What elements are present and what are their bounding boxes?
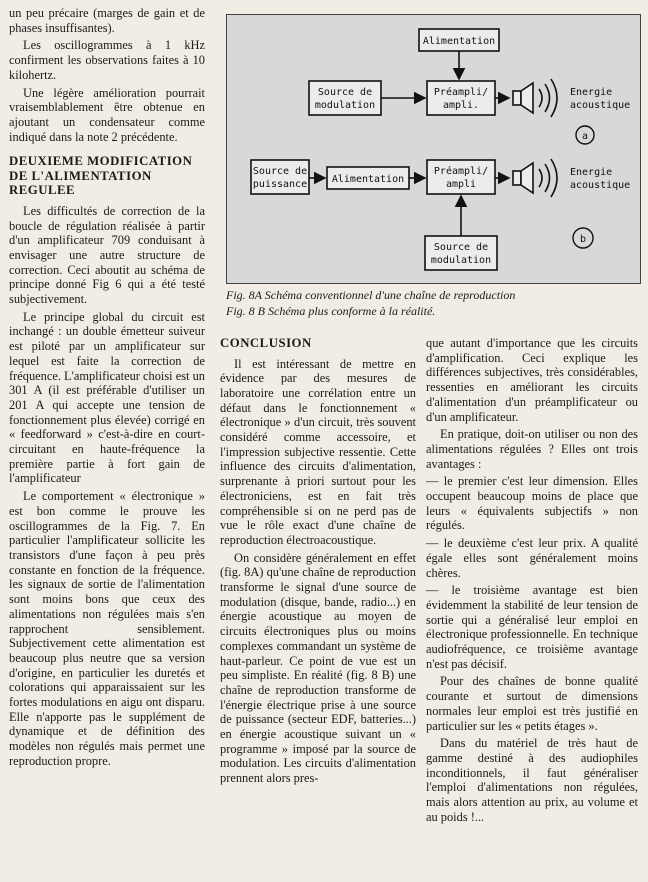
preampli-block-a [427, 81, 495, 115]
paragraph: Les oscillogrammes à 1 kHz confirment les observations faites à 10 kilohertz. [9, 38, 205, 82]
marker-a [576, 126, 594, 144]
speaker-icon [513, 159, 557, 197]
right-column [426, 336, 638, 828]
svg-text:puissance: puissance [252, 179, 308, 190]
svg-text:ampli: ampli [445, 179, 477, 190]
paragraph: Il est intéressant de mettre en évidence par des mesures de laboratoire une corrélation entre un défaut dans le fonctionnement « électronique » d'un circuit, très souvent considéré comme accessoire, et l'impression subjective ressentie. Cette influence des circuits d'alimentation, surprenante à priori surtout pour les électroniciens, est en fait très compréhensible si on ne perd pas de vue le rôle exact d'une chaîne de reproduction électroacoustique. [220, 356, 416, 547]
marker-b [573, 228, 593, 248]
svg-text:ampli.: ampli. [442, 100, 480, 111]
section-heading: CONCLUSION [220, 336, 312, 350]
svg-text:Source de: Source de [433, 242, 489, 253]
caption-8a: Fig. 8A Schéma conventionnel d'une chaîne de reproduction [226, 288, 516, 302]
paragraph: En pratique, doit-on utiliser ou non des alimentations régulées ? Elles ont trois avantages : [426, 427, 638, 471]
svg-text:Energie: Energie [570, 167, 613, 178]
middle-column [220, 336, 416, 789]
paragraph: On considère généralement en effet (fig. 8A) qu'une chaîne de reproduction transforme le signal d'une source de modulation (disque, bande, radio...) en énergie acoustique au moyen de circuits électroniques plus ou moins complexes commandant un système de haut-parleur. Ce point de vue est un peu simpliste. En réalité (fig. 8 B) une chaîne de reproduction transforme de l'énergie électrique prise à une source de puissance (secteur EDF, batteries...) en énergie acoustique suivant un « programme » imposé par la source de modulation. Les circuits d'alimentation prennent alors pres- [220, 550, 416, 786]
svg-text:Alimentation: Alimentation [331, 174, 405, 185]
caption-8b: Fig. 8 B Schéma plus conforme à la réalité. [226, 304, 436, 318]
svg-text:Energie: Energie [570, 87, 613, 98]
svg-text:modulation: modulation [314, 100, 376, 111]
paragraph: Le comportement « électronique » est bon comme le prouve les oscillogrammes de la Fig. 7. En particulier l'amplificateur sollicite les transistors d'une façon à peu près constante en fonction de la fréquence. les signaux de sortie de l'alimentation sont moins bons que ceux des alimentations non régulées mais s'en rapprochent sensiblement. Subjectivement cette alimentation est beaucoup plus neutre que sa version d'origine, en particulier les duretés et colorations qui apparaissaient sur les fortes modulations en aigu ont disparu. Elle n'apporte pas le supplément de dynamique et de définition des modèles non régulés mais permet une reproduction propre. [9, 489, 205, 768]
figure-captions [226, 287, 641, 319]
svg-text:a: a [581, 131, 589, 142]
block-diagram-figure [226, 14, 641, 284]
svg-text:acoustique: acoustique [570, 180, 631, 191]
preampli-block-b [427, 160, 495, 194]
alimentation-block-b [327, 167, 409, 189]
paragraph: un peu précaire (marges de gain et de phases insuffisantes). [9, 6, 205, 35]
paragraph: Une légère amélioration pourrait vraisemblablement être obtenue en ajoutant un condensateur comme indiqué dans la note 2 précédente. [9, 85, 205, 144]
svg-text:acoustique: acoustique [570, 100, 631, 111]
svg-text:b: b [579, 234, 587, 245]
alimentation-block-a [419, 29, 499, 51]
paragraph: Dans du matériel de très haut de gamme destiné à des audiophiles inconditionnels, il faut généraliser l'emploi d'alimentations non régulées, mais alors attention au prix, au volume et au poids !... [426, 736, 638, 824]
svg-text:Préampli/: Préampli/ [433, 166, 489, 177]
speaker-icon [513, 79, 557, 117]
svg-text:Source de: Source de [252, 166, 308, 177]
paragraph: Pour des chaînes de bonne qualité courante et surtout de dimensions normales leur emploi est très justifié en particulier sur les « petits étages ». [426, 674, 638, 733]
section-heading: DEUXIEME MODIFICATION DE L'ALIMENTATION REGULEE [9, 154, 193, 198]
source-puissance-block-b [251, 160, 309, 194]
paragraph: — le troisième avantage est bien évidemment la stabilité de leur tension de sortie qui a généralisé leur emploi en électronique professionnelle. En technique audiofréquence, ce troisième avantage n'est pas décisif. [426, 583, 638, 671]
svg-text:modulation: modulation [430, 255, 492, 266]
alimentation-label-a: Alimentation [422, 36, 496, 47]
paragraph: — le premier c'est leur dimension. Elles occupent beaucoup moins de place que leurs « équivalents subjectifs » non régulés. [426, 474, 638, 533]
source-modulation-block-a [309, 81, 381, 115]
svg-text:Source de: Source de [317, 87, 373, 98]
paragraph: que autant d'importance que les circuits d'amplification. Ceci explique les différences subjectives, très considérables, ressenties en améliorant les circuits d'alimentation d'un préamplificateur ou d'un amplificateur. [426, 336, 638, 424]
paragraph: Le principe global du circuit est inchangé : un double émetteur suiveur est piloté par un amplificateur sur lequel est faite la correction de fréquence. L'amplificateur choisi est un 301 A (il est préférable d'utiliser un 201 A qui accepte une tension de fonctionnement plus élevée) corrigé en « feedforward » c'est-à-dire en court-circuitant en haute-fréquence la première partie à fort gain de l'amplificateur [9, 309, 205, 486]
paragraph: — le deuxième c'est leur prix. A qualité égale elles sont généralement moins chères. [426, 536, 638, 580]
svg-text:Préampli/: Préampli/ [433, 87, 489, 98]
left-column [9, 6, 205, 772]
source-modulation-block-b [425, 236, 497, 270]
paragraph: Les difficultés de correction de la boucle de régulation réalisée à partir d'un amplificateur 709 conduisant à envisager une autre structure de correction. Ceci aboutit au schéma de principe donné Fig 6 qui a été testé subjectivement. [9, 203, 205, 307]
